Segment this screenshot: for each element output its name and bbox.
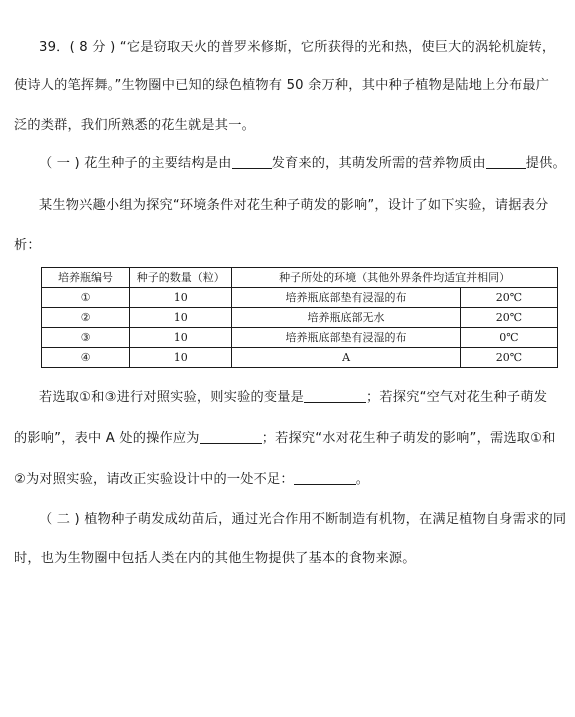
header-environment: 种子所处的环境（其他外界条件均适宜并相同） [232, 268, 558, 288]
cell-count: 10 [130, 348, 232, 368]
cell-temp: 20℃ [460, 288, 557, 308]
analysis-text-2b: ；若探究“水对花生种子萌发的影响”，需选取①和 [261, 431, 556, 446]
answer-blank-5[interactable] [294, 470, 356, 485]
question-line-2: 使诗人的笔挥舞。”生物圈中已知的绿色植物有 50 余万种，其中种子植物是陆地上分布最广 [14, 78, 550, 93]
answer-blank-2[interactable] [486, 154, 526, 169]
cell-temp: 20℃ [460, 348, 557, 368]
cell-temp: 0℃ [460, 328, 557, 348]
part1-line [39, 152, 566, 171]
question-line-1: 39．( 8 分 ) “它是窃取天火的普罗米修斯，它所获得的光和热，使巨大的涡轮机旋转， [39, 40, 556, 55]
analysis-line-2 [14, 427, 556, 446]
table-row [42, 288, 558, 308]
cell-env: 培养瓶底部垫有浸湿的布 [232, 288, 460, 308]
intro-line-2: 析： [14, 238, 41, 253]
answer-blank-3[interactable] [304, 388, 366, 403]
cell-count: 10 [130, 288, 232, 308]
cell-temp: 20℃ [460, 308, 557, 328]
analysis-line-3 [14, 468, 369, 487]
cell-count: 10 [130, 328, 232, 348]
part1-text-c: 提供。 [525, 156, 566, 171]
question-line-3: 泛的类群，我们所熟悉的花生就是其一。 [14, 118, 255, 133]
part1-text-a: （ 一 ) 花生种子的主要结构是由 [39, 156, 232, 171]
part2-line-2: 时，也为生物圈中包括人类在内的其他生物提供了基本的食物来源。 [14, 551, 416, 566]
table-header-row [42, 268, 558, 288]
cell-env: 培养瓶底部垫有浸湿的布 [232, 328, 460, 348]
part2-line-1: （ 二 ) 植物种子萌发成幼苗后，通过光合作用不断制造有机物，在满足植物自身需求的同 [39, 512, 567, 527]
cell-id: ② [42, 308, 130, 328]
table-row [42, 308, 558, 328]
cell-env: A [232, 348, 460, 368]
analysis-text-2a: 的影响”，表中 A 处的操作应为 [14, 431, 200, 446]
header-bottle-id: 培养瓶编号 [42, 268, 130, 288]
header-seed-count: 种子的数量（粒） [130, 268, 232, 288]
part1-text-b: 发育来的，其萌发所需的营养物质由 [271, 156, 486, 171]
analysis-line-1 [39, 386, 547, 405]
cell-id: ④ [42, 348, 130, 368]
cell-id: ① [42, 288, 130, 308]
cell-id: ③ [42, 328, 130, 348]
analysis-text-3a: ②为对照实验，请改正实验设计中的一处不足： [14, 472, 294, 487]
answer-blank-1[interactable] [232, 154, 272, 169]
analysis-text-1a: 若选取①和③进行对照实验，则实验的变量是 [39, 390, 305, 405]
intro-line-1: 某生物兴趣小组为探究“环境条件对花生种子萌发的影响”，设计了如下实验，请据表分 [39, 198, 549, 213]
cell-env: 培养瓶底部无水 [232, 308, 460, 328]
table-row [42, 328, 558, 348]
answer-blank-4[interactable] [200, 429, 262, 444]
cell-count: 10 [130, 308, 232, 328]
table-row [42, 348, 558, 368]
experiment-table [41, 267, 558, 368]
analysis-text-3b: 。 [355, 472, 370, 487]
analysis-text-1b: ；若探究“空气对花生种子萌发 [366, 390, 548, 405]
